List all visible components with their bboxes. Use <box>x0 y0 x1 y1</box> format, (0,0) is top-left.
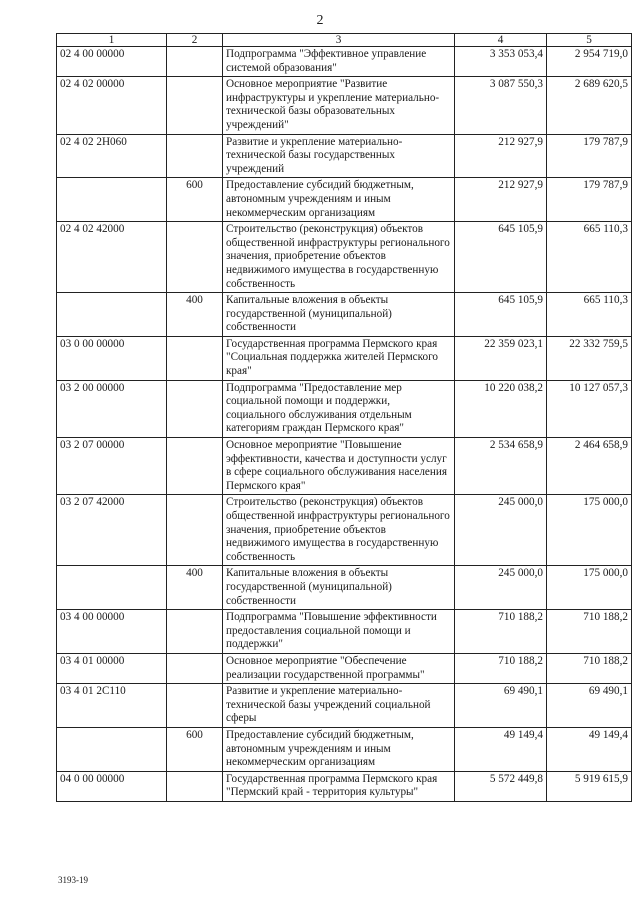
cell-amount-year2: 10 127 057,3 <box>547 380 632 437</box>
cell-amount-year2: 665 110,3 <box>547 293 632 337</box>
cell-amount-year1: 3 353 053,4 <box>455 47 547 77</box>
cell-expense-type <box>167 610 223 654</box>
cell-amount-year2: 179 787,9 <box>547 134 632 178</box>
table-row <box>57 610 632 654</box>
table-row <box>57 380 632 437</box>
cell-code: 02 4 02 00000 <box>57 77 167 134</box>
cell-expense-type: 400 <box>167 293 223 337</box>
cell-expense-type: 600 <box>167 178 223 222</box>
cell-expense-type <box>167 336 223 380</box>
cell-name: Строительство (реконструкция) объектов общественной инфраструктуры регионального значения, приобретение объектов недвижимого имущества в государственную собственность <box>223 222 455 293</box>
cell-amount-year2: 179 787,9 <box>547 178 632 222</box>
column-header-type: 2 <box>167 34 223 47</box>
cell-amount-year1: 710 188,2 <box>455 610 547 654</box>
cell-amount-year2: 710 188,2 <box>547 653 632 683</box>
cell-amount-year1: 212 927,9 <box>455 134 547 178</box>
cell-amount-year2: 2 689 620,5 <box>547 77 632 134</box>
cell-code: 02 4 02 2Н060 <box>57 134 167 178</box>
cell-code: 03 4 00 00000 <box>57 610 167 654</box>
cell-code: 02 4 02 42000 <box>57 222 167 293</box>
table-row <box>57 684 632 728</box>
cell-amount-year1: 212 927,9 <box>455 178 547 222</box>
cell-name: Развитие и укрепление материально-технической базы учреждений социальной сферы <box>223 684 455 728</box>
cell-code: 04 0 00 00000 <box>57 771 167 801</box>
cell-amount-year1: 69 490,1 <box>455 684 547 728</box>
table-row <box>57 77 632 134</box>
column-header-year2: 5 <box>547 34 632 47</box>
table-row <box>57 727 632 771</box>
table-row <box>57 495 632 566</box>
column-header-name: 3 <box>223 34 455 47</box>
cell-code <box>57 293 167 337</box>
table-row <box>57 566 632 610</box>
cell-name: Предоставление субсидий бюджетным, автономным учреждениям и иным некоммерческим организациям <box>223 178 455 222</box>
cell-amount-year2: 5 919 615,9 <box>547 771 632 801</box>
table-row <box>57 293 632 337</box>
cell-code: 03 2 00 00000 <box>57 380 167 437</box>
table-row <box>57 438 632 495</box>
cell-expense-type <box>167 495 223 566</box>
cell-name: Основное мероприятие "Развитие инфраструктуры и укрепление материально-технической базы образовательных учреждений" <box>223 77 455 134</box>
cell-amount-year2: 49 149,4 <box>547 727 632 771</box>
cell-name: Предоставление субсидий бюджетным, автономным учреждениям и иным некоммерческим организациям <box>223 727 455 771</box>
cell-code: 03 2 07 00000 <box>57 438 167 495</box>
cell-expense-type <box>167 653 223 683</box>
cell-amount-year1: 5 572 449,8 <box>455 771 547 801</box>
cell-amount-year2: 665 110,3 <box>547 222 632 293</box>
cell-name: Подпрограмма "Повышение эффективности предоставления социальной помощи и поддержки" <box>223 610 455 654</box>
cell-expense-type: 400 <box>167 566 223 610</box>
cell-name: Подпрограмма "Эффективное управление системой образования" <box>223 47 455 77</box>
cell-name: Государственная программа Пермского края "Социальная поддержка жителей Пермского края" <box>223 336 455 380</box>
cell-expense-type <box>167 380 223 437</box>
footer-document-code: 3193-19 <box>58 875 88 885</box>
cell-amount-year1: 710 188,2 <box>455 653 547 683</box>
cell-expense-type <box>167 438 223 495</box>
cell-amount-year1: 10 220 038,2 <box>455 380 547 437</box>
cell-expense-type <box>167 771 223 801</box>
cell-code <box>57 727 167 771</box>
cell-name: Капитальные вложения в объекты государственной (муниципальной) собственности <box>223 566 455 610</box>
cell-expense-type <box>167 222 223 293</box>
cell-name: Государственная программа Пермского края "Пермский край - территория культуры" <box>223 771 455 801</box>
cell-amount-year2: 2 464 658,9 <box>547 438 632 495</box>
cell-amount-year2: 175 000,0 <box>547 566 632 610</box>
cell-amount-year1: 245 000,0 <box>455 566 547 610</box>
cell-expense-type <box>167 47 223 77</box>
table-row <box>57 134 632 178</box>
cell-amount-year1: 3 087 550,3 <box>455 77 547 134</box>
cell-amount-year1: 49 149,4 <box>455 727 547 771</box>
cell-name: Основное мероприятие "Обеспечение реализации государственной программы" <box>223 653 455 683</box>
cell-expense-type <box>167 77 223 134</box>
column-header-year1: 4 <box>455 34 547 47</box>
cell-name: Строительство (реконструкция) объектов общественной инфраструктуры регионального значения, приобретение объектов недвижимого имущества в государственную собственность <box>223 495 455 566</box>
cell-expense-type <box>167 684 223 728</box>
cell-expense-type <box>167 134 223 178</box>
cell-amount-year1: 245 000,0 <box>455 495 547 566</box>
budget-table <box>56 33 632 802</box>
table-row <box>57 336 632 380</box>
cell-code <box>57 178 167 222</box>
cell-code: 03 2 07 42000 <box>57 495 167 566</box>
cell-amount-year1: 2 534 658,9 <box>455 438 547 495</box>
cell-code: 03 0 00 00000 <box>57 336 167 380</box>
table-row <box>57 771 632 801</box>
cell-expense-type: 600 <box>167 727 223 771</box>
cell-code: 03 4 01 00000 <box>57 653 167 683</box>
cell-amount-year1: 645 105,9 <box>455 222 547 293</box>
cell-code: 02 4 00 00000 <box>57 47 167 77</box>
cell-code <box>57 566 167 610</box>
table-body <box>57 47 632 802</box>
cell-amount-year1: 645 105,9 <box>455 293 547 337</box>
table-header-row <box>57 34 632 47</box>
cell-amount-year2: 22 332 759,5 <box>547 336 632 380</box>
table-row <box>57 178 632 222</box>
cell-code: 03 4 01 2С110 <box>57 684 167 728</box>
cell-amount-year2: 2 954 719,0 <box>547 47 632 77</box>
cell-name: Капитальные вложения в объекты государственной (муниципальной) собственности <box>223 293 455 337</box>
table-row <box>57 653 632 683</box>
page-number: 2 <box>316 13 324 28</box>
table-row <box>57 47 632 77</box>
table-row <box>57 222 632 293</box>
cell-name: Развитие и укрепление материально-технической базы государственных учреждений <box>223 134 455 178</box>
cell-amount-year1: 22 359 023,1 <box>455 336 547 380</box>
cell-amount-year2: 710 188,2 <box>547 610 632 654</box>
column-header-code: 1 <box>57 34 167 47</box>
cell-amount-year2: 175 000,0 <box>547 495 632 566</box>
cell-amount-year2: 69 490,1 <box>547 684 632 728</box>
cell-name: Основное мероприятие "Повышение эффективности, качества и доступности услуг в сфере социального обслуживания населения Пермского края" <box>223 438 455 495</box>
cell-name: Подпрограмма "Предоставление мер социальной помощи и поддержки, социального обслуживания отдельным категориям граждан Пермского края" <box>223 380 455 437</box>
